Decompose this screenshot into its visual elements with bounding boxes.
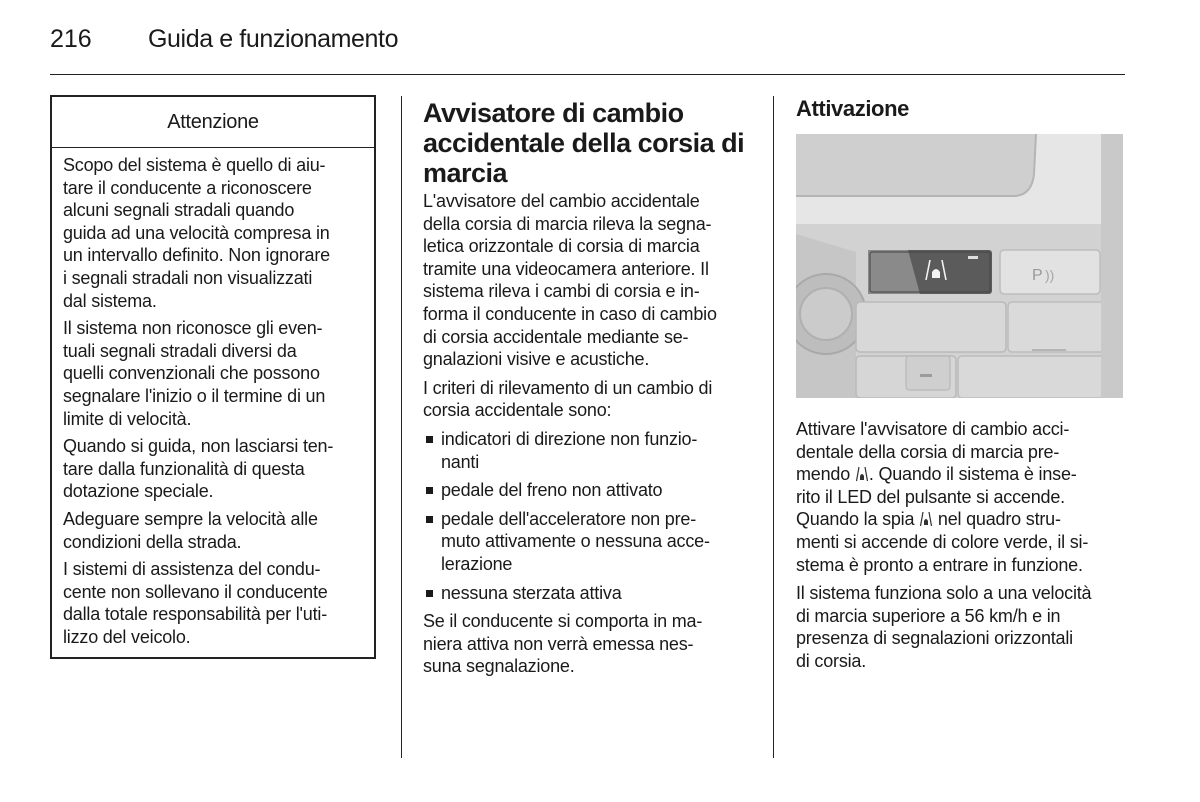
- criteria-paragraph: I criteri di rilevamento di un cambio di corsia accidentale sono:: [423, 377, 713, 421]
- page-header-title: Guida e funzionamento: [148, 25, 399, 53]
- closing-paragraph: Se il conducente si comporta in ma- niera attiva non verrà emessa nes- suna segnalazione.: [423, 611, 703, 677]
- lane-departure-section: [423, 98, 758, 684]
- list-item: pedale del freno non attivato: [423, 479, 758, 502]
- list-item: pedale dell'acceleratore non pre- muto attivamente o nessuna acce- lerazione: [423, 508, 758, 576]
- speed-requirement-paragraph: Il sistema funziona solo a una velocità di marcia superiore a 56 km/h e in presenza di segnalazioni orizzontali di corsia.: [796, 583, 1092, 671]
- warning-heading: Attenzione: [52, 97, 374, 148]
- svg-text:P: P: [1032, 267, 1043, 284]
- bullet-square-icon: [426, 590, 433, 597]
- section-title: Avvisatore di cambio accidentale della corsia di marcia: [423, 98, 745, 188]
- activation-paragraph: Attivare l'avvisatore di cambio acci- dentale della corsia di marcia pre- mendo . Quando il sistema è inse- rito il LED del pulsante si accende. Quando la spia nel quadro stru- menti si accende di colore verde, il si- stema è pronto a entrare in funzione.: [796, 419, 1089, 575]
- bullet-square-icon: [426, 487, 433, 494]
- intro-paragraph: L'avvisatore del cambio accidentale della corsia di marcia rileva la segna- letica orizzontale di corsia di marcia tramite una videocamera anteriore. Il sistema rileva i cambi di corsia e in- forma il conducente in caso di cambio di corsia accidentale mediante se- gnalazioni visive e acustiche.: [423, 191, 717, 370]
- bullet-square-icon: [426, 516, 433, 523]
- list-item: indicatori di direzione non funzio- nanti: [423, 428, 758, 473]
- column-divider-2: [773, 96, 774, 758]
- activation-heading: Attivazione: [796, 96, 909, 121]
- list-item: nessuna sterzata attiva: [423, 582, 758, 605]
- warning-paragraph: Il sistema non riconosce gli even- tuali segnali stradali diversi da quelli convenzionali che possono segnalare l'inizio o il termine di un limite di velocità.: [63, 318, 326, 429]
- column-divider-1: [401, 96, 402, 758]
- page-number: 216: [50, 25, 92, 53]
- bullet-square-icon: [426, 436, 433, 443]
- warning-paragraph: I sistemi di assistenza del condu- cente non sollevano il conducente dalla totale responsabilità per l'uti- lizzo del veicolo.: [63, 559, 328, 647]
- lane-departure-icon: [919, 510, 933, 526]
- warning-paragraph: Adeguare sempre la velocità alle condizioni della strada.: [63, 508, 318, 552]
- warning-paragraph: Scopo del sistema è quello di aiu- tare il conducente a riconoscere alcuni segnali stradali quando guida ad una velocità compresa in un intervallo definito. Non ignorare i segnali stradali non visualizzati dal sistema.: [63, 155, 330, 311]
- warning-paragraph: Quando si guida, non lasciarsi ten- tare dalla funzionalità di questa dotazione speciale.: [63, 436, 334, 502]
- header-rule: [50, 74, 1125, 75]
- activation-section: [796, 96, 1126, 679]
- lane-departure-icon: [855, 465, 869, 481]
- dashboard-button-photo: [796, 134, 1123, 398]
- warning-box: [50, 95, 376, 659]
- svg-text:)): )): [1045, 267, 1055, 283]
- warning-body: [52, 148, 374, 648]
